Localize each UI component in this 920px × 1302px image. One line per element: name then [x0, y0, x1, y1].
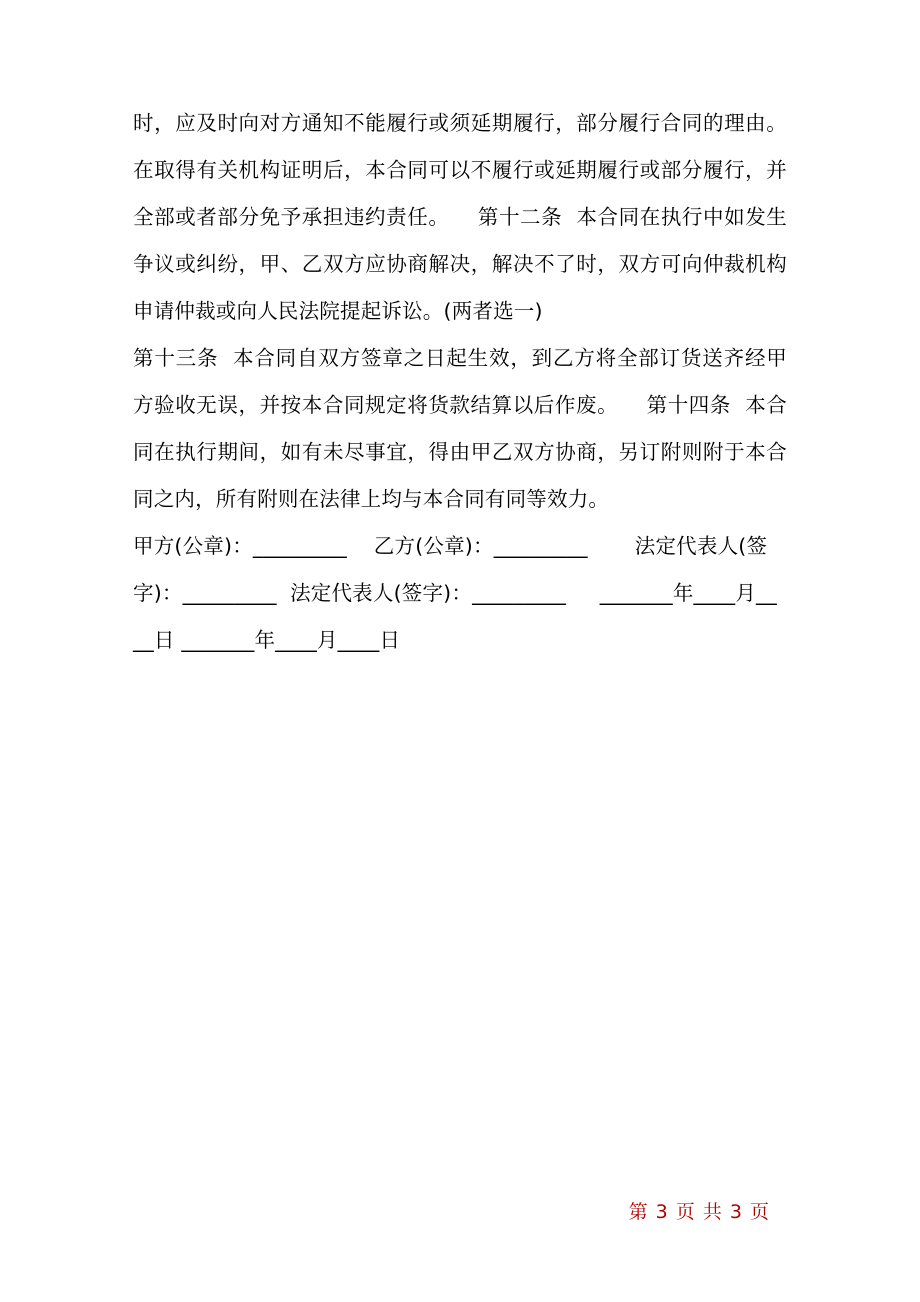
- page-number: 第 3 页 共 3 页: [628, 1201, 770, 1223]
- paragraph-1: 时，应及时向对方通知不能履行或须延期履行，部分履行合同的理由。在取得有关机构证明后，本合同可以不履行或延期履行或部分履行，并全部或者部分免予承担违约责任。 第十二条 本合同在执行中如发生争议或纠纷，甲、乙双方应协商解决，解决不了时，双方可向仲裁机构申请仲裁或向人民法院提起诉讼。(两者选一): [133, 111, 787, 323]
- document-body: [133, 100, 787, 664]
- signature-block: 甲方(公章)：_________ 乙方(公章)：_________ 法定代表人(签字)：_________ 法定代表人(签字)：_________ _______年____月____日 _______年____月____日: [133, 534, 777, 652]
- paragraph-2: 第十三条 本合同自双方签章之日起生效，到乙方将全部订货送齐经甲方验收无误，并按本合同规定将货款结算以后作废。 第十四条 本合同在执行期间，如有未尽事宜，得由甲乙双方协商，另订附则附于本合同之内，所有附则在法律上均与本合同有同等效力。: [133, 346, 787, 511]
